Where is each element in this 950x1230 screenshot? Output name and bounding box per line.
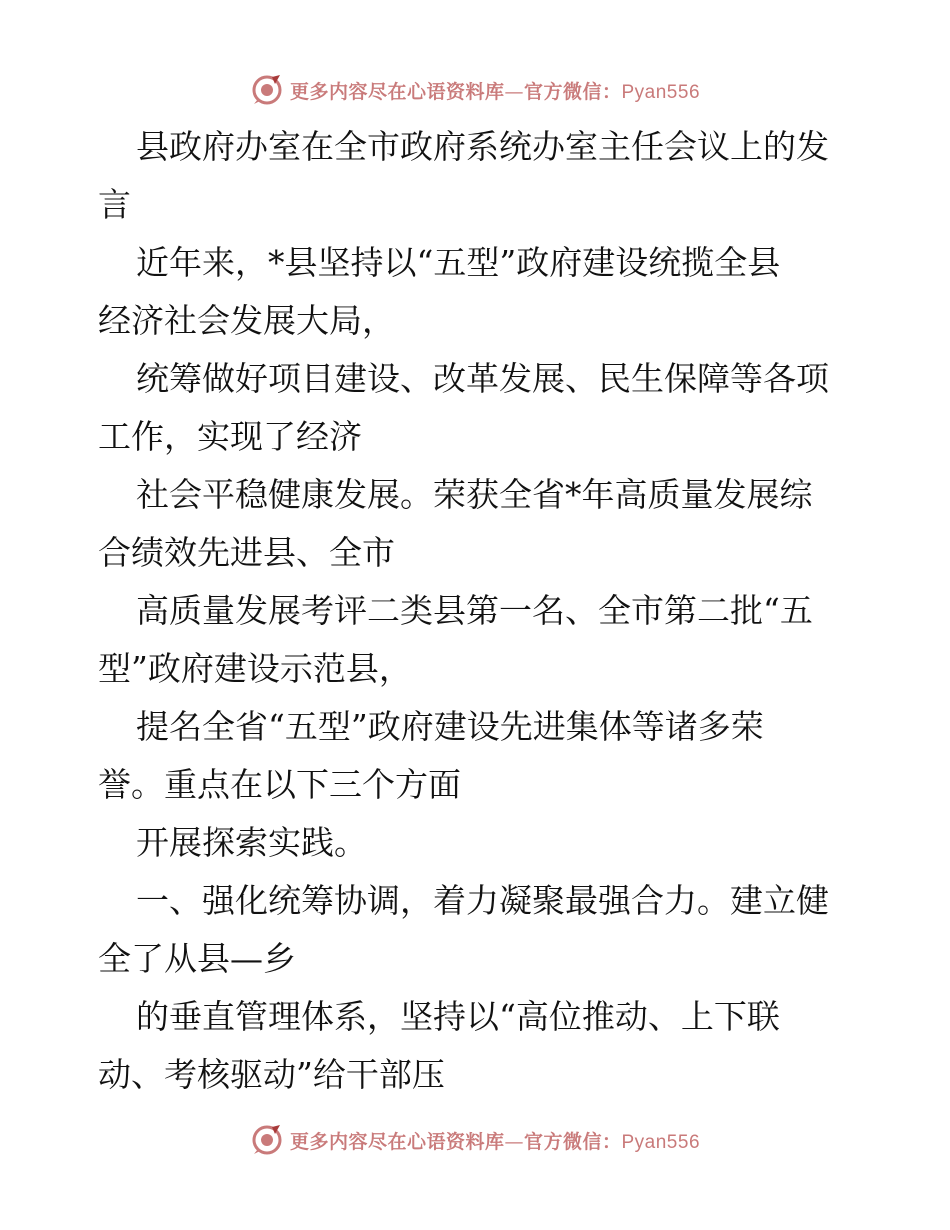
watermark-brand: 更多内容尽在心语资料库 bbox=[289, 80, 505, 103]
text-line: 提名全省“五型”政府建设先进集体等诸多荣 bbox=[136, 707, 764, 746]
text-line: 统筹做好项目建设、改革发展、民生保障等各项 bbox=[136, 359, 829, 398]
watermark-brand: 更多内容尽在心语资料库 bbox=[289, 1130, 505, 1153]
quill-logo-icon bbox=[250, 73, 284, 107]
watermark-wechat-label: 官方微信： bbox=[523, 1130, 622, 1153]
watermark-text bbox=[290, 77, 700, 104]
text-line: 型”政府建设示范县， bbox=[98, 649, 412, 688]
watermark-wechat-label: 官方微信： bbox=[523, 80, 622, 103]
text-line: 社会平稳健康发展。荣获全省*年高质量发展综 bbox=[136, 475, 813, 514]
text-line: 工作，实现了经济 bbox=[98, 417, 362, 456]
watermark-wechat-id: Pyan556 bbox=[621, 81, 701, 103]
footer-watermark bbox=[0, 1120, 950, 1160]
quill-logo-icon bbox=[250, 1123, 284, 1157]
text-line: 动、考核驱动”给干部压 bbox=[98, 1055, 445, 1094]
text-line: 全了从县—乡 bbox=[98, 939, 296, 978]
text-line: 合绩效先进县、全市 bbox=[98, 533, 395, 572]
watermark-wechat-id: Pyan556 bbox=[621, 1131, 701, 1153]
watermark-separator: — bbox=[504, 80, 524, 103]
header-watermark bbox=[0, 70, 950, 110]
watermark-separator: — bbox=[504, 1130, 524, 1153]
document-body bbox=[98, 118, 858, 1104]
text-line: 誉。重点在以下三个方面 bbox=[98, 765, 461, 804]
text-line: 近年来，*县坚持以“五型”政府建设统揽全县 bbox=[136, 243, 781, 282]
text-line: 高质量发展考评二类县第一名、全市第二批“五 bbox=[136, 591, 813, 630]
text-line: 言 bbox=[98, 185, 131, 224]
watermark-text bbox=[290, 1127, 700, 1154]
text-line: 经济社会发展大局， bbox=[98, 301, 395, 340]
text-line: 一、强化统筹协调，着力凝聚最强合力。建立健 bbox=[136, 881, 829, 920]
text-line: 县政府办室在全市政府系统办室主任会议上的发 bbox=[136, 127, 829, 166]
text-line: 的垂直管理体系，坚持以“高位推动、上下联 bbox=[136, 997, 780, 1036]
text-line: 开展探索实践。 bbox=[136, 823, 367, 862]
